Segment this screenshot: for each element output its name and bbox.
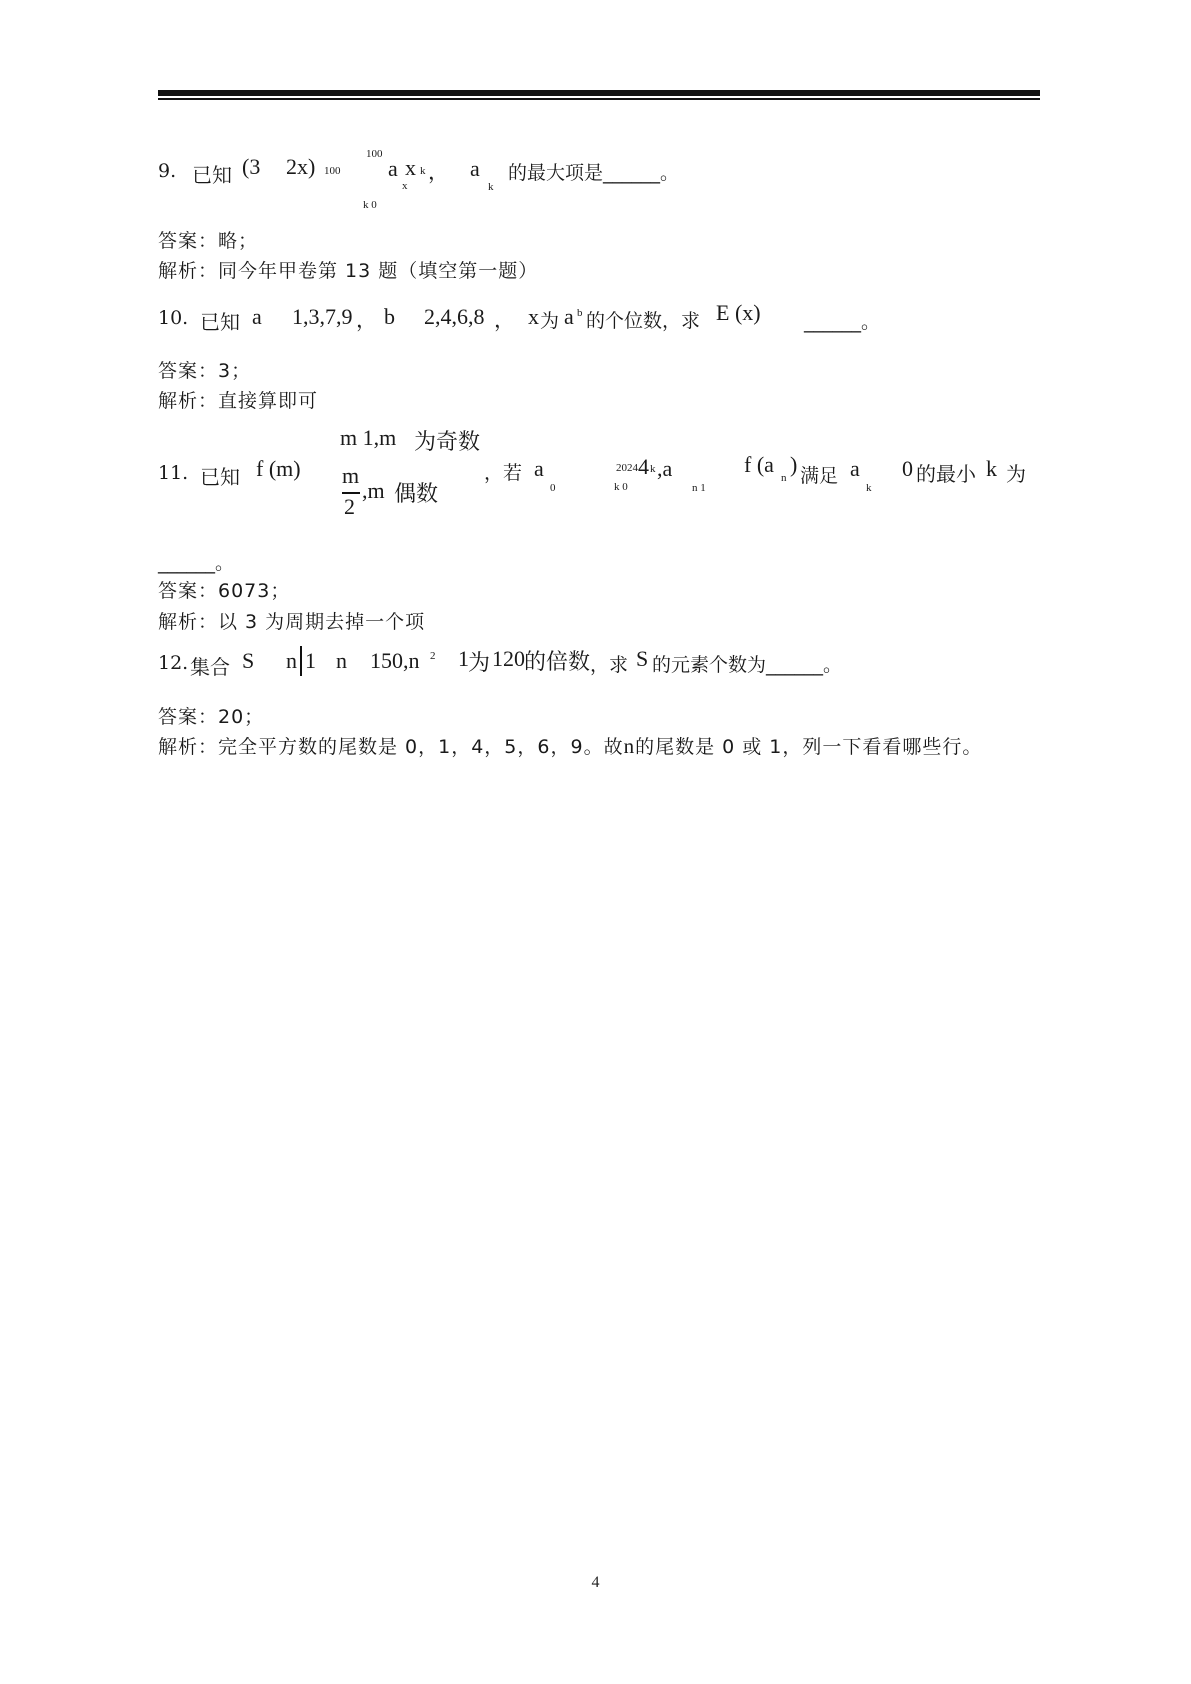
q9-sum-bottom: k 0 bbox=[363, 199, 377, 211]
q12-n2: n bbox=[336, 648, 347, 673]
q11-case1-cn: 为奇数 bbox=[414, 430, 481, 455]
q9-k: k bbox=[420, 165, 426, 177]
q11-fan: f (a bbox=[744, 452, 774, 477]
q11-number: 11. bbox=[158, 462, 189, 484]
q9-expr: 2x) bbox=[286, 154, 316, 179]
q9-number: 9. bbox=[158, 160, 177, 182]
q10-comma2: ， bbox=[494, 308, 515, 332]
q12-120: 120 bbox=[492, 646, 525, 671]
q11-an1: ,a bbox=[657, 456, 673, 481]
q12-range: 150,n bbox=[370, 648, 420, 673]
q11-answer: 答案：6073； bbox=[158, 580, 291, 602]
q10-ab-sup: b bbox=[577, 307, 583, 319]
page-number: 4 bbox=[591, 1574, 600, 1591]
q12-lead: 集合 bbox=[190, 655, 230, 679]
q11-case2-cn: 偶数 bbox=[394, 482, 439, 507]
q12-analysis-n: n bbox=[623, 734, 636, 758]
q11-an1-sub: n 1 bbox=[692, 482, 706, 494]
q12-such-that-bar bbox=[300, 646, 302, 676]
q10-ab: a bbox=[564, 304, 574, 329]
q10-tail: ______。 bbox=[804, 311, 881, 333]
q9-x-sub: x bbox=[402, 180, 408, 192]
q12-tail2: 的元素个数为______。 bbox=[652, 654, 843, 676]
q10-bset: 2,4,6,8 bbox=[424, 304, 485, 329]
q11-case2-denominator: 2 bbox=[344, 494, 355, 519]
q12-one: 1 bbox=[305, 648, 316, 673]
q11-case1: m 1,m bbox=[340, 425, 397, 450]
q11-lead: 已知 bbox=[200, 465, 240, 489]
q11-ak-sub: k bbox=[866, 482, 872, 494]
q9-analysis: 解析：同今年甲卷第 13 题（填空第一题） bbox=[158, 260, 539, 282]
q11-blank: ______。 bbox=[158, 552, 235, 574]
q11-satisfy: 满足 bbox=[800, 465, 839, 487]
q11-n-sub: n bbox=[781, 472, 787, 484]
q10-mid: 的个位数，求 bbox=[586, 310, 701, 332]
q11-tail: 的最小 bbox=[916, 462, 976, 486]
q11-k: k bbox=[986, 456, 997, 481]
header-rule-thin bbox=[158, 98, 1040, 100]
q11-a0: a bbox=[534, 456, 544, 481]
q12-tail: ，求 bbox=[590, 654, 629, 676]
q11-case2-numerator: m bbox=[342, 463, 360, 488]
q10-answer: 答案：3； bbox=[158, 360, 252, 382]
q11-case2: ,m bbox=[362, 478, 385, 503]
q12-analysis bbox=[158, 732, 982, 759]
q11-f: f (m) bbox=[256, 456, 301, 481]
q9-sum-top: 100 bbox=[366, 148, 383, 160]
q10-a: a bbox=[252, 304, 262, 329]
q9-tail: 的最大项是______。 bbox=[508, 162, 680, 184]
q9-x: x bbox=[405, 155, 416, 180]
q12-n: n bbox=[286, 648, 297, 673]
q12-S: S bbox=[242, 648, 255, 673]
q9-power: 100 bbox=[324, 165, 341, 177]
q11-ak: a bbox=[850, 456, 860, 481]
q10-expectation: E (x) bbox=[716, 300, 761, 325]
q11-k-sup: k bbox=[650, 463, 656, 475]
q9-lead: 已知 bbox=[192, 163, 232, 187]
q11-zero: 0 bbox=[902, 456, 913, 481]
q12-answer: 答案：20； bbox=[158, 706, 265, 728]
q9-k-sub: k bbox=[488, 181, 494, 193]
q12-square: 2 bbox=[430, 650, 436, 662]
q11-analysis: 解析：以 3 为周期去掉一个项 bbox=[158, 611, 426, 633]
q11-close: ) bbox=[790, 452, 798, 477]
q10-comma1: ， bbox=[356, 308, 377, 332]
q11-four: 4 bbox=[638, 454, 649, 479]
q9-comma: ， bbox=[428, 160, 449, 184]
q9-a: a bbox=[388, 156, 398, 181]
q10-wei: 为 bbox=[540, 310, 560, 332]
q10-lead: 已知 bbox=[200, 310, 240, 334]
q12-S2: S bbox=[636, 646, 649, 671]
q12-multiple: 的倍数 bbox=[524, 650, 591, 675]
q10-b: b bbox=[384, 304, 395, 329]
q12-one2: 1 bbox=[458, 646, 469, 671]
q10-analysis: 解析：直接算即可 bbox=[158, 390, 319, 412]
q12-wei: 为 bbox=[468, 651, 491, 676]
q11-a0-sub: 0 bbox=[550, 482, 556, 494]
q9-answer: 答案：略； bbox=[158, 230, 259, 252]
q11-wei: 为 bbox=[1006, 462, 1026, 486]
q10-aset: 1,3,7,9 bbox=[292, 304, 353, 329]
q9-ak: a bbox=[470, 156, 480, 181]
q12-number: 12. bbox=[158, 652, 189, 674]
q11-k0: k 0 bbox=[614, 481, 628, 493]
q12-analysis-tail: 的尾数是 0 或 1，列一下看看哪些行。 bbox=[635, 736, 983, 758]
q12-analysis-text: 解析：完全平方数的尾数是 0，1，4，5，6，9。故 bbox=[158, 736, 624, 758]
header-rule bbox=[158, 90, 1040, 96]
q11-pow: 2024 bbox=[616, 462, 638, 474]
q10-number: 10. bbox=[158, 307, 189, 329]
q11-ruo: ，若 bbox=[484, 462, 523, 484]
q9-paren: (3 bbox=[242, 154, 261, 179]
q10-x: x bbox=[528, 304, 539, 329]
